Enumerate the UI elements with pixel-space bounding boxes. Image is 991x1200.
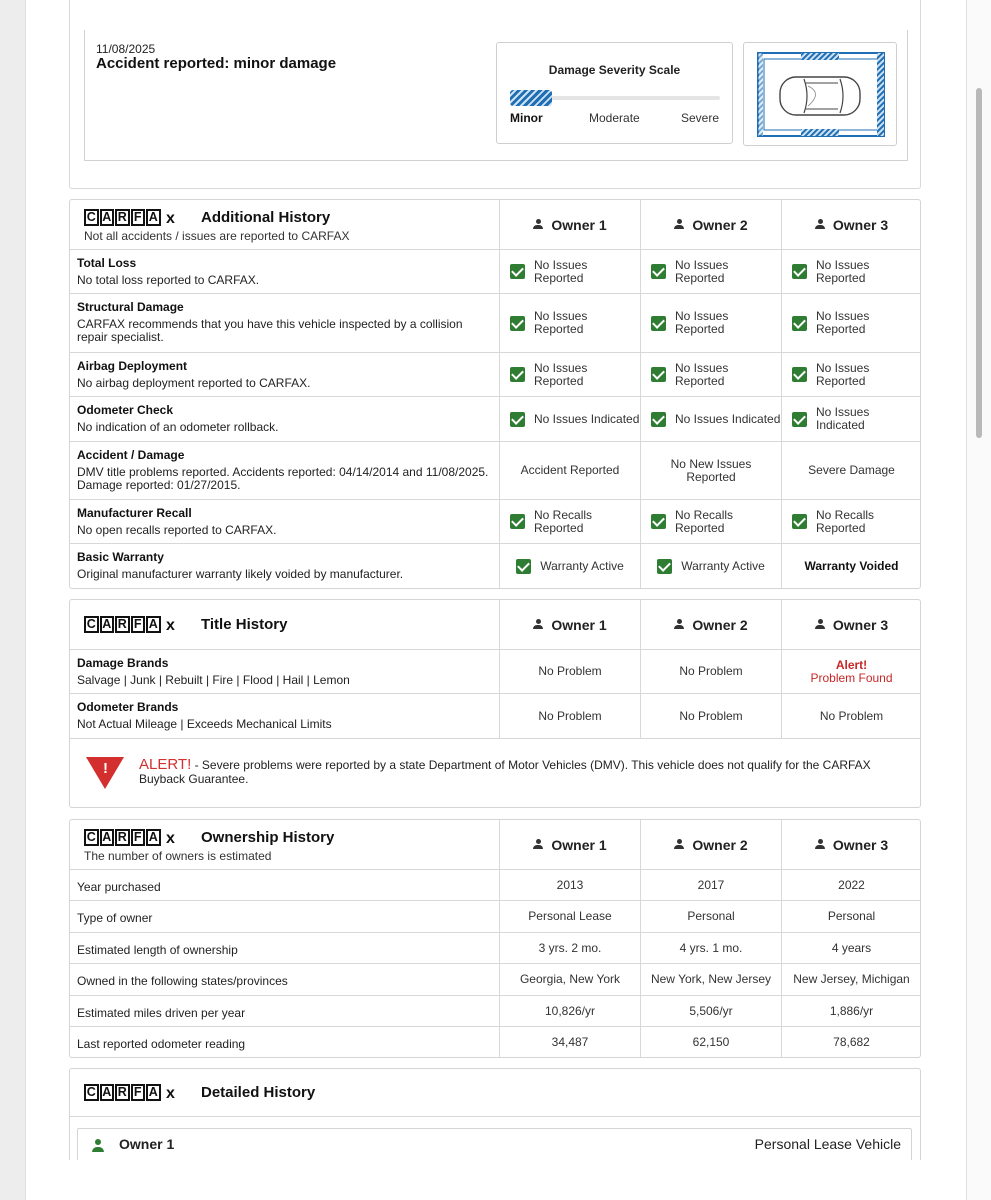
owner-3-header: Owner 3 (781, 820, 921, 869)
owner-icon (92, 1139, 104, 1153)
section-title: Additional History (201, 209, 331, 226)
table-row-miles-per-year: Estimated miles driven per year 10,826/yr 5,506/yr 1,886/yr (70, 996, 920, 1027)
carfax-logo: C A R F A x (84, 209, 180, 226)
detailed-history-header (70, 1069, 920, 1117)
scale-level-severe: Severe (681, 111, 720, 125)
event-title: Accident reported: minor damage (96, 55, 337, 72)
car-top-view-icon (744, 43, 896, 145)
additional-history-header (70, 200, 920, 250)
check-icon (792, 316, 807, 331)
scale-level-minor: Minor (510, 111, 543, 125)
check-icon (651, 264, 666, 279)
person-icon (815, 619, 825, 630)
owner-type: Personal Lease Vehicle (754, 1136, 901, 1152)
table-row-accident-damage: Accident / Damage DMV title problems reported. Accidents reported: 04/14/2014 and 11/08/2025. Damage reported: 01/27/2015. Accident Reported No New Issues Reported Severe Damage (70, 442, 920, 500)
check-icon (516, 559, 531, 574)
scale-fill-minor (510, 90, 552, 106)
damage-severity-scale (496, 42, 733, 144)
table-row-warranty: Basic Warranty Original manufacturer warranty likely voided by manufacturer. Warranty Active Warranty Active Warranty Voided (70, 544, 920, 588)
problem-found-alert: Alert! Problem Found (781, 650, 921, 693)
alert-text: - Severe problems were reported by a state Department of Motor Vehicles (DMV). This vehicle does not qualify for the CARFAX Buyback Guarantee. (139, 758, 871, 786)
accident-event-card (69, 0, 921, 189)
check-icon (510, 316, 525, 331)
ownership-history-section (69, 819, 921, 1058)
person-icon (533, 619, 543, 630)
check-icon (657, 559, 672, 574)
carfax-logo: C A R F A x (84, 616, 180, 633)
check-icon (651, 514, 666, 529)
alert-word: ALERT! (139, 756, 192, 773)
person-icon (815, 839, 825, 850)
scale-title: Damage Severity Scale (548, 63, 681, 77)
check-icon (792, 367, 807, 382)
section-title: Detailed History (201, 1084, 316, 1101)
scale-level-moderate: Moderate (589, 111, 640, 125)
table-row-odometer-brands: Odometer Brands Not Actual Mileage | Exceeds Mechanical Limits No Problem No Problem No Problem (70, 694, 920, 739)
check-icon (792, 514, 807, 529)
owner-3-header: Owner 3 (781, 200, 921, 249)
person-icon (533, 219, 543, 230)
owner-2-header: Owner 2 (640, 600, 781, 649)
section-title: Title History (201, 616, 288, 633)
check-icon (510, 367, 525, 382)
person-icon (674, 219, 684, 230)
check-icon (651, 412, 666, 427)
owner-1-header: Owner 1 (499, 820, 640, 869)
check-icon (510, 412, 525, 427)
owner-3-header: Owner 3 (781, 600, 921, 649)
scrollbar[interactable] (967, 0, 991, 1200)
section-subtitle: The number of owners is estimated (84, 849, 272, 863)
owner-name: Owner 1 (119, 1136, 175, 1152)
section-title: Ownership History (201, 829, 335, 846)
page-bottom-fade (26, 1160, 967, 1200)
owner-1-header: Owner 1 (499, 600, 640, 649)
check-icon (792, 412, 807, 427)
report-page (25, 0, 967, 1200)
section-subtitle: Not all accidents / issues are reported to CARFAX (84, 229, 350, 243)
table-row-recall: Manufacturer Recall No open recalls reported to CARFAX. No Recalls Reported No Recalls Reported No Recalls Reported (70, 500, 920, 544)
title-history-header (70, 600, 920, 650)
table-row-airbag: Airbag Deployment No airbag deployment reported to CARFAX. No Issues Reported No Issues Reported No Issues Reported (70, 353, 920, 397)
table-row-odometer-check: Odometer Check No indication of an odometer rollback. No Issues Indicated No Issues Indicated No Issues Indicated (70, 397, 920, 442)
table-row-odometer-reading: Last reported odometer reading 34,487 62,150 78,682 (70, 1027, 920, 1057)
additional-history-section (69, 199, 921, 589)
carfax-logo: C A R F A x (84, 829, 180, 846)
table-row-year-purchased: Year purchased 2013 2017 2022 (70, 870, 920, 901)
car-damage-diagram (743, 42, 897, 146)
table-row-total-loss: Total Loss No total loss reported to CARFAX. No Issues Reported No Issues Reported No Issues Reported (70, 250, 920, 294)
check-icon (510, 514, 525, 529)
person-icon (815, 219, 825, 230)
event-date: 11/08/2025 (96, 42, 156, 56)
table-row-structural-damage: Structural Damage CARFAX recommends that you have this vehicle inspected by a collision repair specialist. No Issues Reported No Issues Reported No Issues Reported (70, 294, 920, 353)
check-icon (651, 367, 666, 382)
scrollbar-thumb[interactable] (976, 88, 982, 438)
owner-2-header: Owner 2 (640, 820, 781, 869)
person-icon (674, 839, 684, 850)
ownership-history-header (70, 820, 920, 870)
person-icon (674, 619, 684, 630)
check-icon (510, 264, 525, 279)
owner-2-header: Owner 2 (640, 200, 781, 249)
table-row-owner-type: Type of owner Personal Lease Personal Personal (70, 901, 920, 933)
table-row-damage-brands: Damage Brands Salvage | Junk | Rebuilt | Fire | Flood | Hail | Lemon No Problem No Problem Alert! Problem Found (70, 650, 920, 694)
table-row-states: Owned in the following states/provinces Georgia, New York New York, New Jersey New Jersey, Michigan (70, 964, 920, 996)
check-icon (792, 264, 807, 279)
owner-1-header: Owner 1 (499, 200, 640, 249)
table-row-ownership-length: Estimated length of ownership 3 yrs. 2 mo. 4 yrs. 1 mo. 4 years (70, 933, 920, 964)
accident-event-inner (84, 30, 908, 161)
title-history-section (69, 599, 921, 808)
dmv-alert-banner: ! ALERT! - Severe problems were reported by a state Department of Motor Vehicles (DMV). This vehicle does not qualify for the CARFAX Buyback Guarantee. (70, 739, 920, 807)
person-icon (533, 839, 543, 850)
check-icon (651, 316, 666, 331)
carfax-logo: C A R F A x (84, 1084, 180, 1101)
